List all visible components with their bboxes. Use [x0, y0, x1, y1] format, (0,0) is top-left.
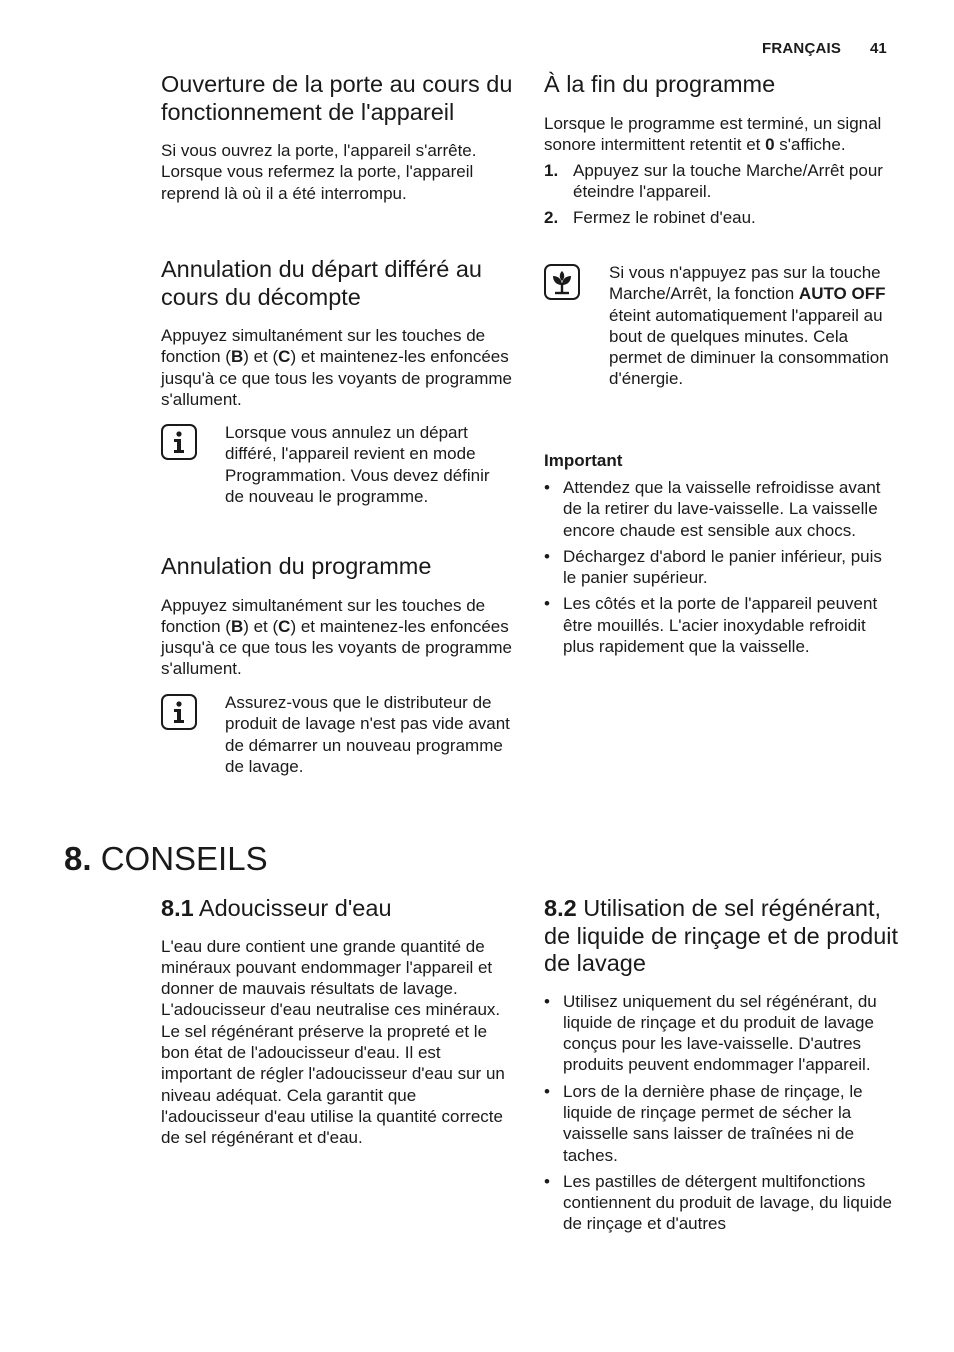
section-title-program-cancel: Annulation du programme	[161, 553, 432, 579]
page-number: 41	[870, 40, 887, 57]
products-list	[544, 991, 899, 1235]
eco-leaf-icon	[544, 264, 580, 300]
list-item: • Utilisez uniquement du sel régénérant, du liquide de rinçage et du produit de lavage conçus pour les lave-vaisselle. D'autres produits peuvent endommager l'appareil.	[544, 991, 899, 1076]
program-cancel-note: Assurez-vous que le distributeur de produit de lavage n'est pas vide avant de démarrer un nouveau programme de lavage.	[225, 693, 510, 776]
program-cancel-section	[161, 553, 516, 680]
section-title-door-open: Ouverture de la porte au cours du fonctionnement de l'appareil	[161, 71, 513, 125]
list-item: 1. Appuyez sur la touche Marche/Arrêt pour éteindre l'appareil.	[544, 161, 883, 202]
section-title-water-softener: 8.1 Adoucisseur d'eau	[161, 895, 392, 921]
info-icon	[161, 424, 197, 460]
section-8-2	[544, 895, 899, 1240]
delay-cancel-note: Lorsque vous annulez un départ différé, l'appareil revient en mode Programmation. Vous devez définir de nouveau le programme.	[225, 423, 490, 506]
section-title-products: 8.2 Utilisation de sel régénérant, de liquide de rinçage et de produit de lavage	[544, 895, 899, 976]
list-item: • Les pastilles de détergent multifonctions contiennent du produit de lavage, du liquide de rinçage et d'autres	[544, 1171, 899, 1235]
section-8-1	[161, 895, 516, 1148]
important-section	[544, 450, 899, 662]
list-item: 2. Fermez le robinet d'eau.	[544, 207, 756, 227]
header-language: FRANÇAIS	[762, 40, 842, 57]
list-item: • Attendez que la vaisselle refroidisse avant de la retirer du lave-vaisselle. La vaisselle encore chaude est sensible aux chocs.	[544, 477, 899, 541]
section-title-end-program: À la fin du programme	[544, 71, 776, 97]
list-item: • Les côtés et la porte de l'appareil peuvent être mouillés. L'acier inoxydable refroidit plus rapidement que la vaisselle.	[544, 593, 899, 657]
list-item: • Déchargez d'abord le panier inférieur, puis le panier supérieur.	[544, 546, 899, 589]
list-item: • Lors de la dernière phase de rinçage, le liquide de rinçage permet de sécher la vaisselle sans laisser de traînées ni de taches.	[544, 1081, 899, 1166]
end-program-section	[544, 71, 899, 232]
delay-cancel-text: Appuyez simultanément sur les touches de fonction (B) et (C) et maintenez-les enfoncées jusqu'à ce que tous les voyants de programme s'allument.	[161, 326, 512, 409]
water-softener-para-1: L'eau dure contient une grande quantité de minéraux pouvant endommager l'appareil et donner de mauvais résultats de lavage. L'adoucisseur d'eau neutralise ces minéraux.	[161, 936, 501, 1020]
section-title-delay-cancel: Annulation du départ différé au cours du décompte	[161, 256, 482, 310]
end-steps-list	[544, 160, 899, 228]
end-program-text: Lorsque le programme est terminé, un signal sonore intermittent retentit et 0 s'affiche.	[544, 113, 882, 154]
important-label: Important	[544, 451, 623, 470]
water-softener-para-2: Le sel régénérant préserve la propreté et le bon état de l'adoucisseur d'eau. Il est important de régler l'adoucisseur d'eau sur un niveau adéquat. Cela garantit que l'adoucisseur d'eau utilise la quantité correcte de sel régénérant et d'eau.	[161, 1021, 505, 1148]
door-open-section	[161, 71, 516, 204]
chapter-title: 8. CONSEILS	[64, 840, 268, 877]
important-list	[544, 477, 899, 657]
info-icon	[161, 694, 197, 730]
auto-off-note: Si vous n'appuyez pas sur la touche Marche/Arrêt, la fonction AUTO OFF éteint automatiquement l'appareil au bout de quelques minutes. Cela permet de diminuer la consommation d'énergie.	[609, 263, 889, 389]
delay-cancel-section	[161, 256, 516, 410]
program-cancel-text: Appuyez simultanément sur les touches de fonction (B) et (C) et maintenez-les enfoncées jusqu'à ce que tous les voyants de programme s'allument.	[161, 595, 512, 679]
door-open-text: Si vous ouvrez la porte, l'appareil s'arrête. Lorsque vous refermez la porte, l'appareil reprend là où il a été interrompu.	[161, 141, 477, 203]
